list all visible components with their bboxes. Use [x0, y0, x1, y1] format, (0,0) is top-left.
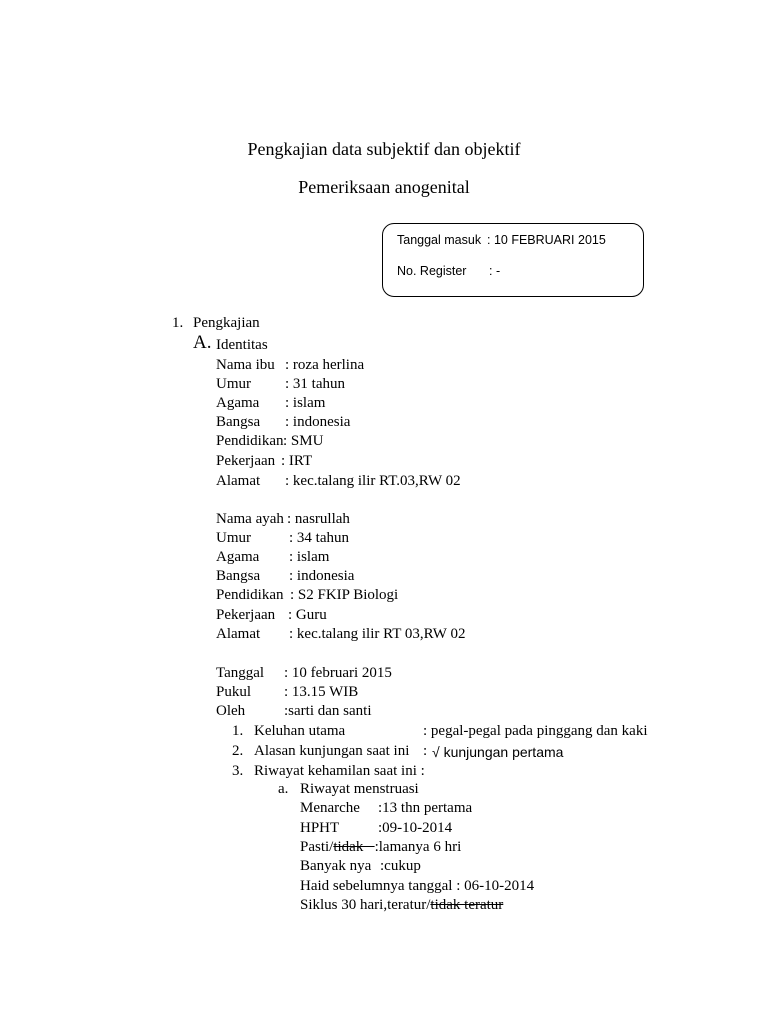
haid-text: Haid sebelumnya tanggal : 06-10-2014 — [300, 878, 535, 894]
field-label: Bangsa — [216, 568, 261, 584]
field-label: Agama — [216, 395, 260, 411]
field-label: Alamat — [216, 626, 261, 642]
pasti-label: Pasti/ — [300, 839, 334, 855]
field-label: Pendidikan — [216, 433, 284, 449]
field-label: Agama — [216, 549, 260, 565]
field-value: : 34 tahun — [289, 530, 349, 546]
item-value: √ kunjungan pertama — [432, 744, 564, 760]
field-value: :sarti dan santi — [284, 703, 372, 719]
field-label: Umur — [216, 376, 251, 392]
subsection-label: Identitas — [216, 337, 268, 353]
field-label: Nama ayah — [216, 511, 284, 527]
field-label: Nama ibu — [216, 357, 275, 373]
tanggal-masuk-label: Tanggal masuk — [397, 233, 482, 247]
item-label: Keluhan utama — [254, 723, 346, 739]
field-value: : S2 FKIP Biologi — [290, 587, 399, 603]
field-label: Banyak nya — [300, 858, 372, 874]
field-value: : 31 tahun — [285, 376, 345, 392]
field-label: Pukul — [216, 684, 252, 700]
no-register-label: No. Register — [397, 264, 467, 278]
register-box — [382, 223, 644, 297]
item-colon: : — [423, 743, 428, 759]
pasti-text — [300, 838, 461, 856]
field-label: Pekerjaan — [216, 453, 276, 469]
field-value: : IRT — [281, 453, 313, 469]
document-subtitle: Pemeriksaan anogenital — [298, 177, 470, 197]
document-title: Pengkajian data subjektif dan objektif — [247, 139, 521, 159]
field-value: : islam — [285, 395, 326, 411]
field-value: : indonesia — [289, 568, 355, 584]
pasti-strikethrough: tidak — [333, 839, 375, 855]
field-label: Alamat — [216, 473, 261, 489]
no-register-value: : - — [489, 264, 501, 278]
item-label: Alasan kunjungan saat ini — [254, 743, 410, 759]
field-value: : kec.talang ilir RT 03,RW 02 — [289, 626, 466, 642]
field-value: :cukup — [380, 858, 421, 874]
field-value: : indonesia — [285, 414, 351, 430]
field-label: HPHT — [300, 820, 340, 836]
field-value: : kec.talang ilir RT.03,RW 02 — [285, 473, 461, 489]
field-label: Pendidikan — [216, 587, 284, 603]
siklus-label: Siklus 30 hari,teratur/ — [300, 897, 431, 913]
field-label: Oleh — [216, 703, 246, 719]
field-label: Pekerjaan — [216, 607, 276, 623]
tanggal-masuk-value: : 10 FEBRUARI 2015 — [487, 233, 606, 247]
field-value: : nasrullah — [287, 511, 350, 527]
item-label: Riwayat kehamilan saat ini : — [254, 763, 425, 779]
field-value: : roza herlina — [285, 357, 365, 373]
field-value: : Guru — [288, 607, 327, 623]
item-number: 1. — [232, 723, 244, 739]
field-value: :13 thn pertama — [378, 800, 473, 816]
item-number: 2. — [232, 743, 244, 759]
field-value: : islam — [289, 549, 330, 565]
subsection-letter: A. — [193, 332, 212, 353]
item-number: 3. — [232, 763, 244, 779]
field-value: : 10 februari 2015 — [284, 665, 392, 681]
item-value: : pegal-pegal pada pinggang dan kaki — [423, 723, 648, 739]
field-label: Tanggal — [216, 665, 265, 681]
field-value: : SMU — [283, 433, 324, 449]
field-label: Umur — [216, 530, 251, 546]
section-number: 1. — [172, 315, 184, 331]
siklus-strikethrough: tidak teratur — [430, 897, 504, 913]
field-value: :09-10-2014 — [378, 820, 453, 836]
sub-letter: a. — [278, 781, 289, 797]
field-label: Menarche — [300, 800, 360, 816]
field-value: : 13.15 WIB — [284, 684, 359, 700]
section-label: Pengkajian — [193, 315, 260, 331]
sub-label: Riwayat menstruasi — [300, 781, 419, 797]
field-label: Bangsa — [216, 414, 261, 430]
siklus-text — [300, 896, 503, 914]
pasti-value: :lamanya 6 hri — [374, 839, 462, 855]
